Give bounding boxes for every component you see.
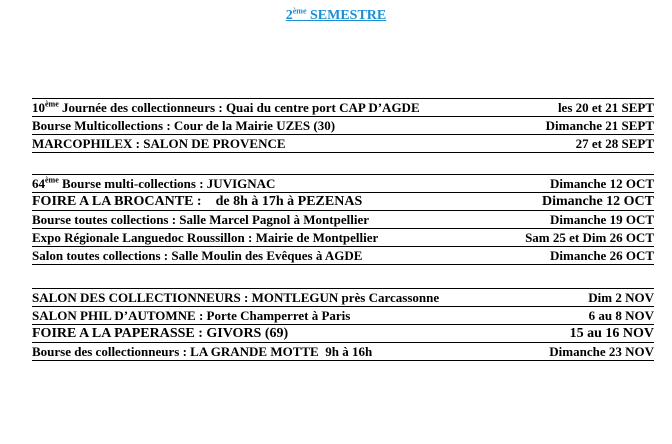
- semester-number: 2: [285, 8, 293, 23]
- event-date: Dimanche 23 NOV: [549, 344, 654, 359]
- semester-ordinal: ème: [292, 6, 307, 16]
- event-name: [32, 99, 420, 116]
- event-row: [32, 98, 654, 117]
- event-text: Bourse multi-collections : JUVIGNAC: [58, 176, 276, 191]
- event-date: les 20 et 21 SEPT: [557, 100, 654, 115]
- event-ordinal: ème: [45, 99, 59, 109]
- event-date: Sam 25 et Dim 26 OCT: [525, 230, 654, 245]
- event-name: [32, 175, 275, 192]
- event-date: Dimanche 12 OCT: [550, 176, 654, 191]
- event-row: [32, 117, 654, 135]
- event-row: [32, 135, 654, 153]
- event-date: Dimanche 26 OCT: [550, 248, 654, 263]
- event-row: [32, 288, 654, 307]
- event-name: FOIRE A LA PAPERASSE : GIVORS (69): [32, 326, 289, 341]
- event-name: Expo Régionale Languedoc Roussillon : Mairie de Montpellier: [32, 230, 379, 245]
- event-text: Journée des collectionneurs : Quai du centre port CAP D’AGDE: [58, 100, 420, 115]
- event-date: 6 au 8 NOV: [588, 308, 654, 323]
- event-name: FOIRE A LA BROCANTE : de 8h à 17h à PEZENAS: [32, 194, 363, 209]
- event-date: Dimanche 19 OCT: [550, 212, 654, 227]
- event-name: SALON PHIL D’AUTOMNE : Porte Champerret à Paris: [32, 308, 351, 323]
- event-date: 27 et 28 SEPT: [575, 136, 654, 151]
- page-title: [0, 8, 672, 24]
- event-name: SALON DES COLLECTIONNEURS : MONTLEGUN près Carcassonne: [32, 290, 440, 305]
- event-name: Bourse Multicollections : Cour de la Mairie UZES (30): [32, 118, 336, 133]
- event-date: 15 au 16 NOV: [569, 326, 654, 341]
- semester-label: SEMESTRE: [306, 8, 387, 23]
- event-date: Dimanche 21 SEPT: [545, 118, 654, 133]
- event-name: Bourse des collectionneurs : LA GRANDE MOTTE 9h à 16h: [32, 344, 373, 359]
- event-name: Salon toutes collections : Salle Moulin des Evêques à AGDE: [32, 248, 363, 263]
- event-date: Dimanche 12 OCT: [542, 194, 654, 209]
- events-october: [32, 174, 654, 265]
- event-row: [32, 211, 654, 229]
- event-name: MARCOPHILEX : SALON DE PROVENCE: [32, 136, 286, 151]
- event-number: 10: [32, 100, 45, 115]
- event-number: 64: [32, 176, 45, 191]
- event-row: [32, 343, 654, 361]
- event-row: [32, 307, 654, 325]
- event-name: Bourse toutes collections : Salle Marcel Pagnol à Montpellier: [32, 212, 369, 227]
- event-row: [32, 247, 654, 265]
- event-row: [32, 229, 654, 247]
- event-ordinal: ème: [45, 175, 59, 185]
- event-row: [32, 174, 654, 193]
- event-row: [32, 325, 654, 343]
- events-september: [32, 98, 654, 153]
- event-row: [32, 193, 654, 211]
- event-date: Dim 2 NOV: [588, 290, 654, 305]
- events-november: [32, 288, 654, 361]
